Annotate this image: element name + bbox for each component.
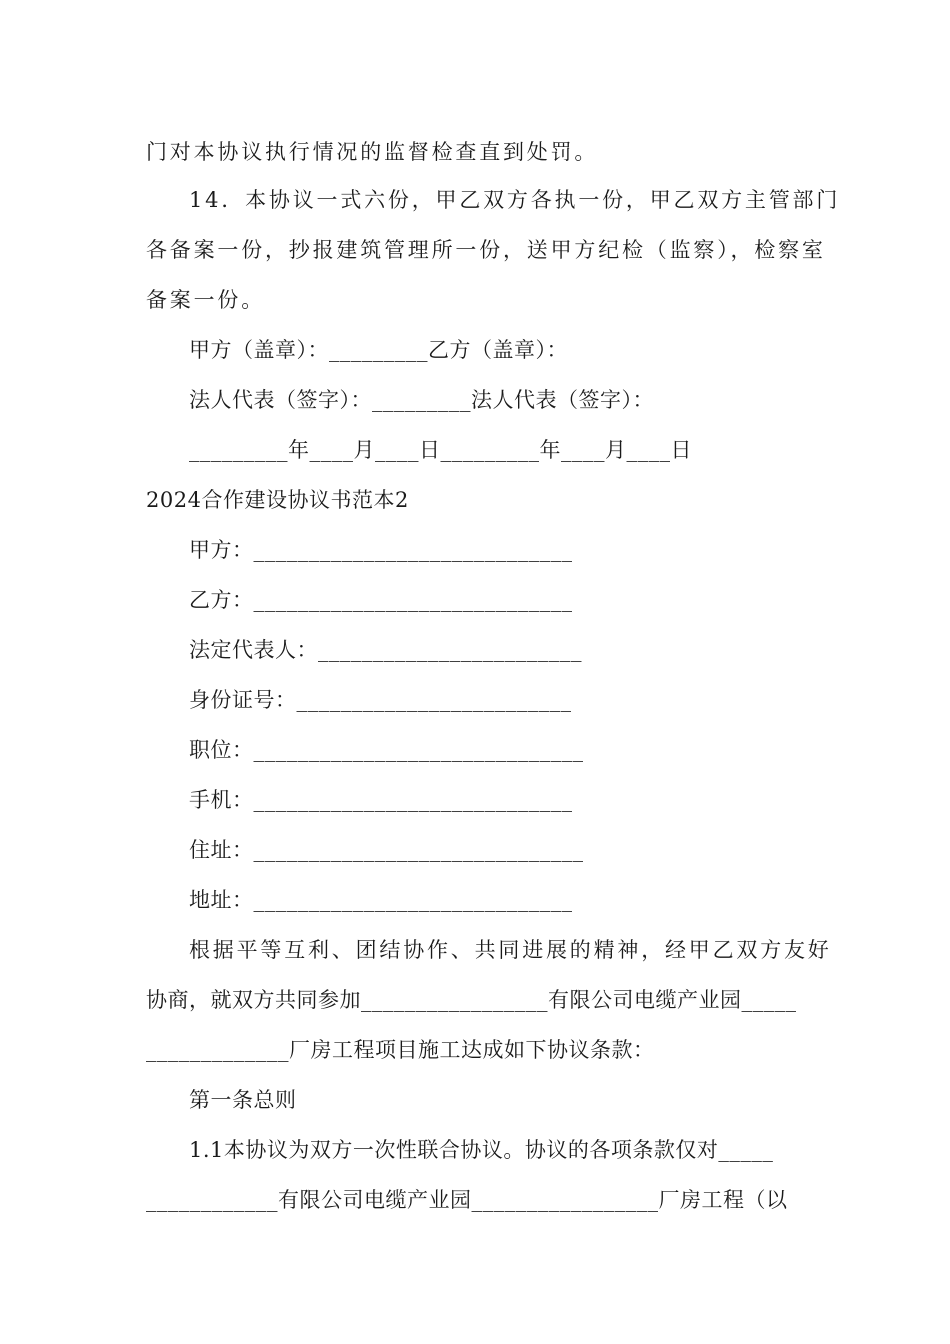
date-line: _________年____月____日_________年____月____日	[189, 438, 692, 462]
paragraph-line: 备案一份。	[146, 288, 265, 312]
residence-field: 住址：______________________________	[189, 838, 584, 862]
paragraph-line: ____________有限公司电缆产业园_________________厂房工程（以	[146, 1188, 788, 1212]
party-a-field: 甲方：_____________________________	[189, 538, 573, 562]
paragraph-line: 门对本协议执行情况的监督检查直到处罚。	[146, 140, 599, 164]
clause-14-line: 14．本协议一式六份，甲乙双方各执一份，甲乙双方主管部门	[189, 188, 841, 212]
address-field: 地址：_____________________________	[189, 888, 573, 912]
section-title: 2024合作建设协议书范本2	[146, 488, 409, 512]
mobile-field: 手机：_____________________________	[189, 788, 573, 812]
party-b-field: 乙方：_____________________________	[189, 588, 573, 612]
paragraph-line: _____________厂房工程项目施工达成如下协议条款：	[146, 1038, 655, 1062]
paragraph-line: 根据平等互利、团结协作、共同进展的精神，经甲乙双方友好	[189, 938, 832, 962]
id-number-field: 身份证号：_________________________	[189, 688, 572, 712]
article-heading: 第一条总则	[189, 1088, 297, 1112]
paragraph-line: 1.1本协议为双方一次性联合协议。协议的各项条款仅对_____	[189, 1138, 774, 1162]
seal-line: 甲方（盖章）：_________乙方（盖章）：	[189, 338, 568, 362]
legal-representative-field: 法定代表人：________________________	[189, 638, 582, 662]
position-field: 职位：______________________________	[189, 738, 584, 762]
paragraph-line: 各备案一份，抄报建筑管理所一份，送甲方纪检（监察），检察室	[146, 238, 826, 262]
paragraph-line: 协商，就双方共同参加_________________有限公司电缆产业园_____	[146, 988, 797, 1012]
signature-line: 法人代表（签字）：_________法人代表（签字）：	[189, 388, 654, 412]
